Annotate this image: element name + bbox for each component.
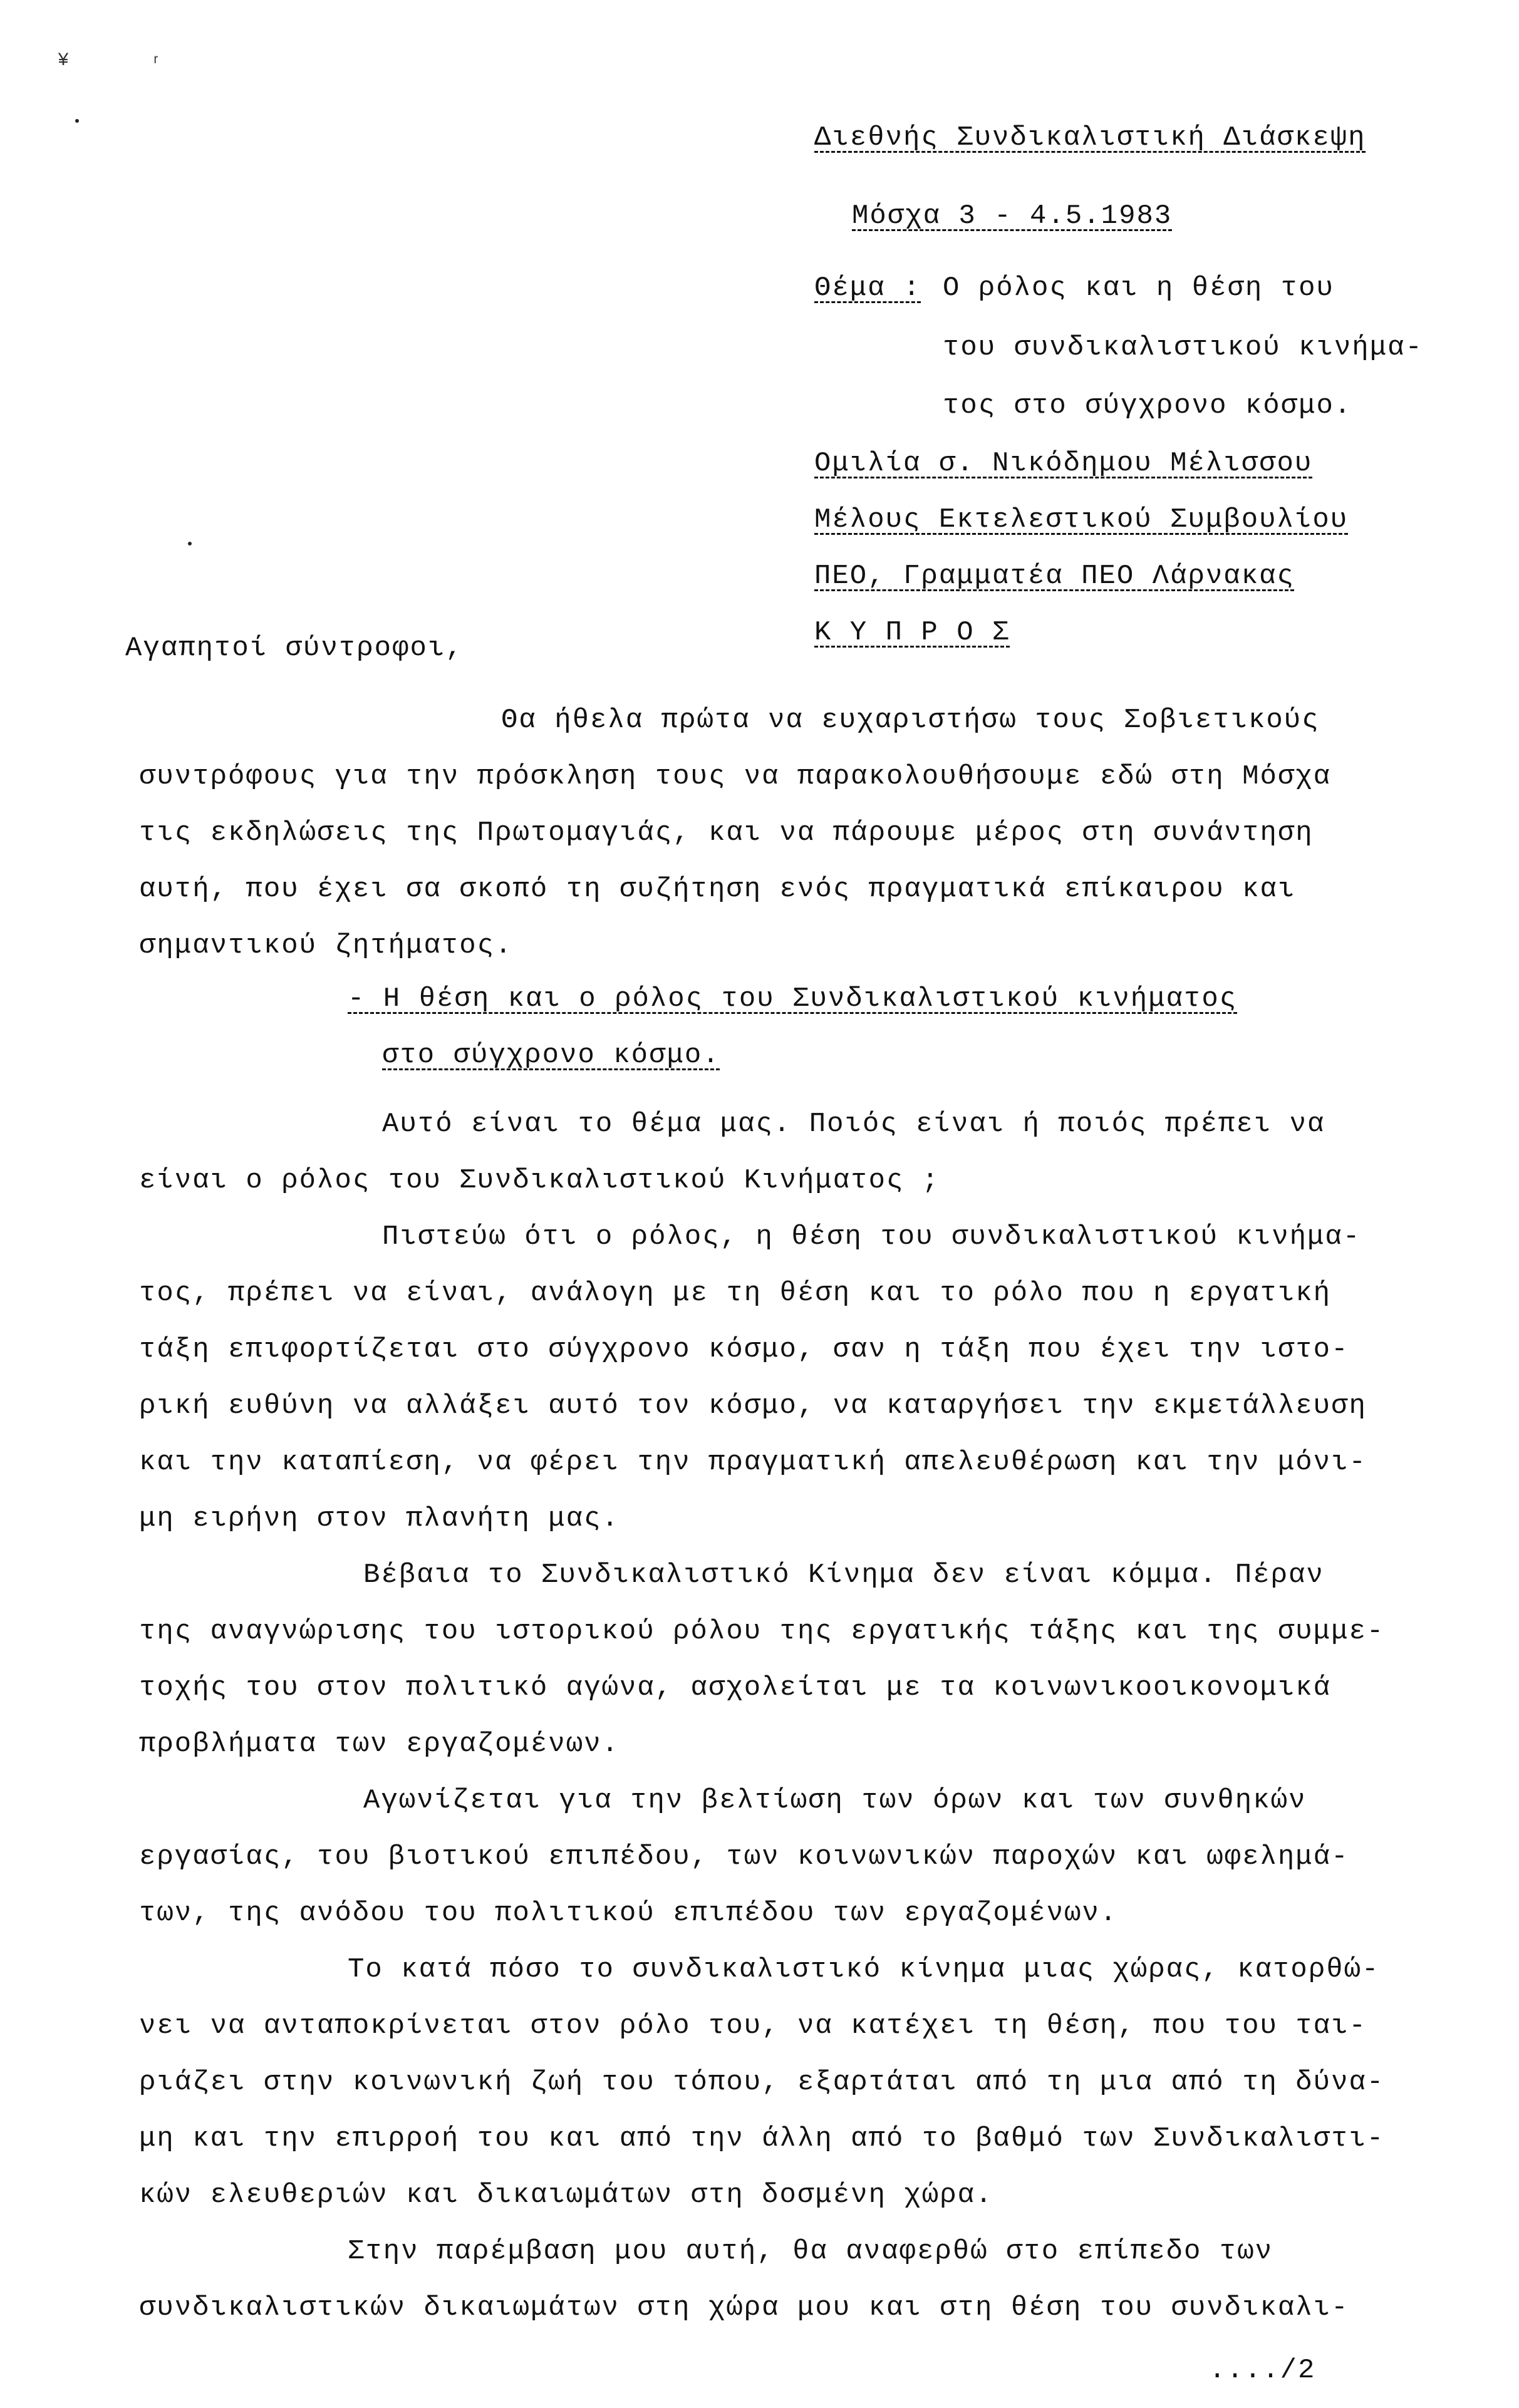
body-line: Το κατά πόσο το συνδικαλιστικό κίνημα μιας χώρας, κατορθώ-	[348, 1954, 1380, 1985]
topic-heading: στο σύγχρονο κόσμο.	[382, 1040, 720, 1071]
body-line: ριάζει στην κοινωνική ζωή του τόπου, εξαρτάται από τη μια από τη δύνα-	[139, 2067, 1385, 2098]
speaker-line: ΠΕΟ, Γραμματέα ΠΕΟ Λάρνακας	[814, 561, 1295, 592]
place-date: Μόσχα 3 - 4.5.1983	[852, 200, 1173, 232]
body-line: είναι ο ρόλος του Συνδικαλιστικού Κινήματος ;	[139, 1165, 940, 1196]
body-line: κών ελευθεριών και δικαιωμάτων στη δοσμένη χώρα.	[139, 2179, 993, 2211]
body-line: αυτή, που έχει σα σκοπό τη συζήτηση ενός πραγματικά επίκαιρου και	[139, 874, 1296, 905]
body-line: μη ειρήνη στον πλανήτη μας.	[139, 1503, 620, 1534]
body-line: των, της ανόδου του πολιτικού επιπέδου των εργαζομένων.	[139, 1898, 1118, 1929]
body-line: Πιστεύω ότι ο ρόλος, η θέση του συνδικαλιστικού κινήμα-	[382, 1221, 1361, 1253]
speaker-line: Ομιλία σ. Νικόδημου Μέλισσου	[814, 448, 1313, 479]
body-line: τις εκδηλώσεις της Πρωτομαγιάς, και να πάρουμε μέρος στη συνάντηση	[139, 817, 1314, 849]
body-line: Βέβαια το Συνδικαλιστικό Κίνημα δεν είναι κόμμα. Πέραν	[363, 1559, 1324, 1591]
subject-line: του συνδικαλιστικού κινήμα-	[943, 332, 1423, 363]
speaker-line: Κ Υ Π Ρ Ο Σ	[814, 617, 1010, 648]
body-line: σημαντικού ζητήματος.	[139, 930, 513, 961]
speaker-line: Μέλους Εκτελεστικού Συμβουλίου	[814, 504, 1349, 535]
subject-line: τος στο σύγχρονο κόσμο.	[943, 390, 1352, 421]
conference-title: Διεθνής Συνδικαλιστική Διάσκεψη	[814, 122, 1366, 153]
body-line: εργασίας, του βιοτικού επιπέδου, των κοινωνικών παροχών και ωφελημά-	[139, 1841, 1349, 1873]
subject-label: Θέμα :	[814, 272, 921, 304]
body-line: Στην παρέμβαση μου αυτή, θα αναφερθώ στο επίπεδο των	[348, 2236, 1273, 2267]
scan-speck	[75, 119, 79, 123]
scan-speck	[188, 542, 192, 545]
body-line: συνδικαλιστικών δικαιωμάτων στη χώρα μου και στη θέση του συνδικαλι-	[139, 2292, 1349, 2323]
body-line: Αγωνίζεται για την βελτίωση των όρων και των συνθηκών	[363, 1785, 1307, 1816]
body-line: νει να ανταποκρίνεται στον ρόλο του, να κατέχει τη θέση, που του ται-	[139, 2010, 1367, 2042]
body-line: τάξη επιφορτίζεται στο σύγχρονο κόσμο, σαν η τάξη που έχει την ιστο-	[139, 1334, 1349, 1365]
body-line: συντρόφους για την πρόσκληση τους να παρακολουθήσουμε εδώ στη Μόσχα	[139, 761, 1332, 792]
body-line: ρική ευθύνη να αλλάξει αυτό τον κόσμο, να καταργήσει την εκμετάλλευση	[139, 1390, 1367, 1422]
topic-heading: - Η θέση και ο ρόλος του Συνδικαλιστικού κινήματος	[348, 983, 1238, 1015]
page-continuation-marker: ..../2	[1209, 2355, 1316, 2386]
body-line: μη και την επιρροή του και από την άλλη από το βαθμό των Συνδικαλιστι-	[139, 2123, 1385, 2154]
body-line: της αναγνώρισης του ιστορικού ρόλου της εργατικής τάξης και της συμμε-	[139, 1616, 1385, 1647]
body-line: τοχής του στον πολιτικό αγώνα, ασχολείται με τα κοινωνικοοικονομικά	[139, 1672, 1332, 1703]
body-line: Αυτό είναι το θέμα μας. Ποιός είναι ή ποιός πρέπει να	[382, 1108, 1325, 1140]
body-line: και την καταπίεση, να φέρει την πραγματική απελευθέρωση και την μόνι-	[139, 1447, 1367, 1478]
scan-speck: ¥	[58, 50, 70, 71]
salutation: Αγαπητοί σύντροφοι,	[125, 633, 464, 664]
body-line: τος, πρέπει να είναι, ανάλογη με τη θέση και το ρόλο που η εργατική	[139, 1278, 1332, 1309]
scan-speck: ʳ	[150, 53, 162, 74]
subject-line: Ο ρόλος και η θέση του	[943, 272, 1334, 304]
body-line: Θα ήθελα πρώτα να ευχαριστήσω τους Σοβιετικούς	[501, 705, 1320, 736]
body-line: προβλήματα των εργαζομένων.	[139, 1728, 620, 1760]
